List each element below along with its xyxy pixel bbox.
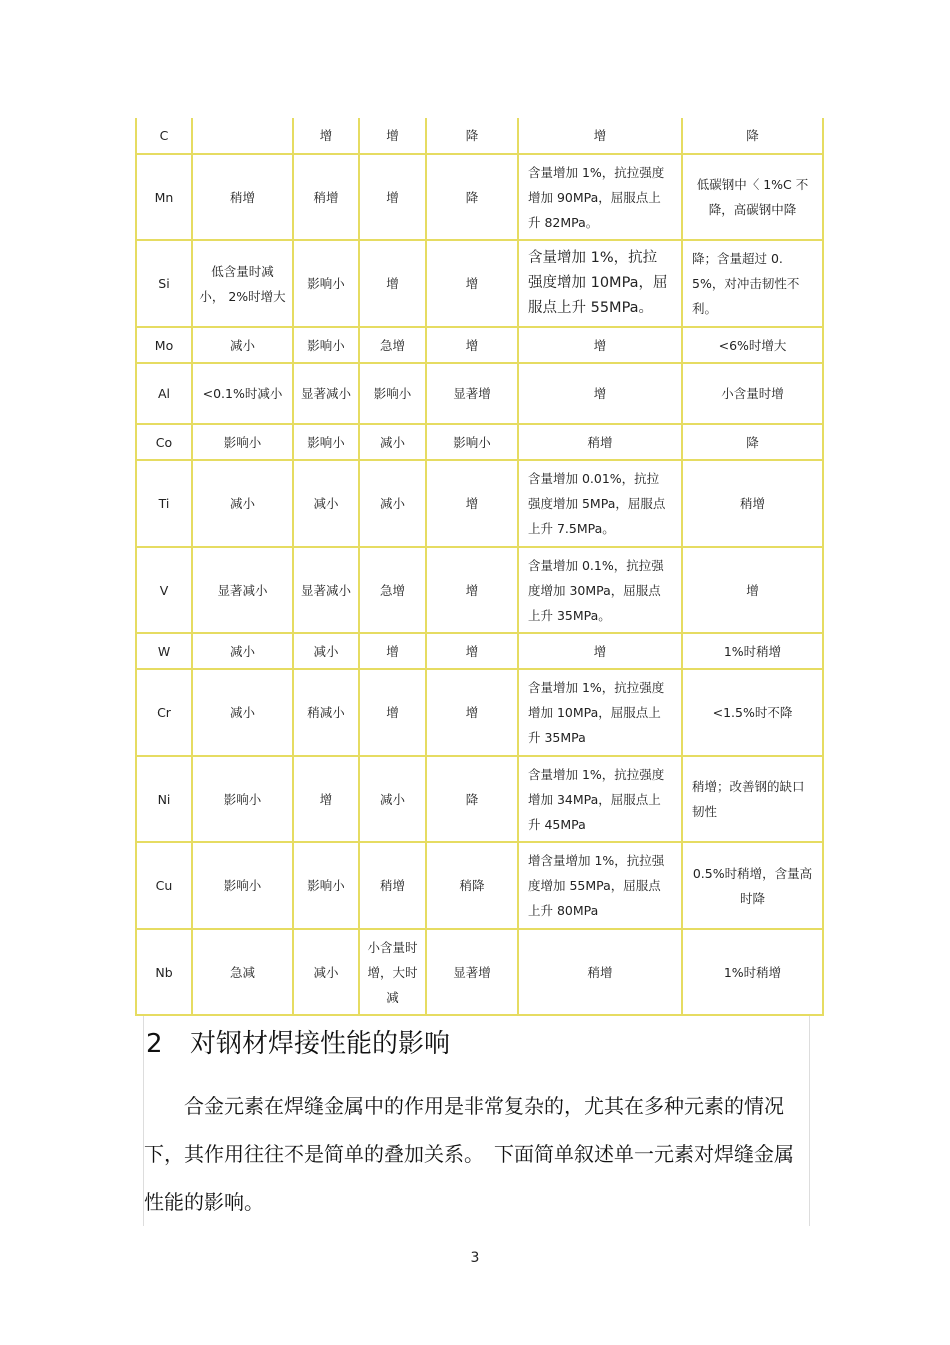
table-row xyxy=(135,757,824,843)
table-row xyxy=(135,634,824,670)
table-cell: 稍增；改善钢的缺口韧性 xyxy=(683,757,824,843)
table-cell: 0.5%时稍增，含量高时降 xyxy=(683,843,824,930)
element-cell: Ti xyxy=(135,461,193,548)
table-cell xyxy=(193,118,294,155)
alloy-effects-table-container xyxy=(135,118,824,1016)
table-cell: 含量增加 0.01%，抗拉强度增加 5MPa，屈服点上升 7.5MPa。 xyxy=(519,461,683,548)
table-cell: <1.5%时不降 xyxy=(683,670,824,757)
table-cell: 增 xyxy=(360,118,427,155)
table-cell: 显著增 xyxy=(427,930,519,1016)
table-row xyxy=(135,364,824,425)
table-cell: 影响小 xyxy=(193,843,294,930)
table-cell: 减小 xyxy=(360,757,427,843)
table-cell: 减小 xyxy=(360,425,427,461)
table-cell: 减小 xyxy=(193,670,294,757)
table-cell: 1%时稍增 xyxy=(683,634,824,670)
table-cell: 含量增加 1%，抗拉强度增加 10MPa，屈服点上升 55MPa。 xyxy=(519,241,683,328)
table-cell: <0.1%时减小 xyxy=(193,364,294,425)
table-cell: 急减 xyxy=(193,930,294,1016)
table-row xyxy=(135,930,824,1016)
table-row xyxy=(135,425,824,461)
table-row xyxy=(135,548,824,634)
table-cell: <6%时增大 xyxy=(683,328,824,364)
table-cell: 增 xyxy=(683,548,824,634)
table-cell: 低含量时减小， 2%时增大 xyxy=(193,241,294,328)
table-cell: 含量增加 1%，抗拉强度增加 10MPa，屈服点上升 35MPa xyxy=(519,670,683,757)
table-cell: 含量增加 0.1%，抗拉强度增加 30MPa，屈服点上升 35MPa。 xyxy=(519,548,683,634)
element-cell: Ni xyxy=(135,757,193,843)
section-heading xyxy=(146,1026,450,1062)
table-cell: 增 xyxy=(360,241,427,328)
section-welding-effects xyxy=(143,1016,810,1226)
table-cell: 影响小 xyxy=(360,364,427,425)
table-row xyxy=(135,461,824,548)
table-cell: 增 xyxy=(519,364,683,425)
table-cell: 增 xyxy=(519,118,683,155)
element-cell: W xyxy=(135,634,193,670)
table-cell: 低碳钢中〈 1%C 不降，高碳钢中降 xyxy=(683,155,824,241)
table-cell: 增含量增加 1%，抗拉强度增加 55MPa，屈服点上升 80MPa xyxy=(519,843,683,930)
table-cell: 减小 xyxy=(193,461,294,548)
table-cell: 含量增加 1%，抗拉强度增加 34MPa，屈服点上升 45MPa xyxy=(519,757,683,843)
table-cell: 增 xyxy=(427,461,519,548)
section-title: 对钢材焊接性能的影响 xyxy=(190,1029,451,1059)
table-cell: 减小 xyxy=(294,461,360,548)
table-cell: 减小 xyxy=(193,328,294,364)
element-cell: Mo xyxy=(135,328,193,364)
table-cell: 显著减小 xyxy=(294,548,360,634)
table-cell: 降 xyxy=(683,425,824,461)
table-cell: 减小 xyxy=(360,461,427,548)
element-cell: Cu xyxy=(135,843,193,930)
table-cell: 稍增 xyxy=(519,425,683,461)
element-cell: Mn xyxy=(135,155,193,241)
table-cell: 增 xyxy=(294,118,360,155)
table-cell: 稍降 xyxy=(427,843,519,930)
table-cell: 小含量时增，大时减 xyxy=(360,930,427,1016)
element-cell: Al xyxy=(135,364,193,425)
table-row xyxy=(135,241,824,328)
table-cell: 稍增 xyxy=(683,461,824,548)
table-row xyxy=(135,670,824,757)
table-cell: 影响小 xyxy=(193,757,294,843)
table-row xyxy=(135,118,824,155)
table-cell: 增 xyxy=(360,634,427,670)
element-cell: V xyxy=(135,548,193,634)
table-cell: 影响小 xyxy=(294,241,360,328)
table-cell: 减小 xyxy=(193,634,294,670)
table-cell: 显著增 xyxy=(427,364,519,425)
table-cell: 影响小 xyxy=(294,425,360,461)
table-cell: 降 xyxy=(427,155,519,241)
table-cell: 增 xyxy=(427,634,519,670)
table-cell: 减小 xyxy=(294,634,360,670)
table-cell: 增 xyxy=(294,757,360,843)
table-cell: 影响小 xyxy=(193,425,294,461)
section-paragraph: 合金元素在焊缝金属中的作用是非常复杂的，尤其在多种元素的情况下，其作用往往不是简单的叠加关系。 下面简单叙述单一元素对焊缝金属性能的影响。 xyxy=(144,1094,794,1214)
table-cell: 增 xyxy=(427,548,519,634)
table-row xyxy=(135,843,824,930)
table-cell: 影响小 xyxy=(427,425,519,461)
table-cell: 含量增加 1%，抗拉强度增加 90MPa，屈服点上升 82MPa。 xyxy=(519,155,683,241)
table-cell: 减小 xyxy=(294,930,360,1016)
element-cell: Nb xyxy=(135,930,193,1016)
table-cell: 增 xyxy=(427,328,519,364)
table-cell: 稍增 xyxy=(519,930,683,1016)
table-row xyxy=(135,155,824,241)
section-number: 2 xyxy=(146,1029,163,1059)
table-row xyxy=(135,328,824,364)
table-cell: 增 xyxy=(360,670,427,757)
table-cell: 降 xyxy=(683,118,824,155)
table-cell: 影响小 xyxy=(294,328,360,364)
element-cell: Si xyxy=(135,241,193,328)
element-cell: C xyxy=(135,118,193,155)
table-cell: 增 xyxy=(519,328,683,364)
table-cell: 降；含量超过 0.5%，对冲击韧性不利。 xyxy=(683,241,824,328)
table-cell: 稍增 xyxy=(360,843,427,930)
table-cell: 1%时稍增 xyxy=(683,930,824,1016)
table-cell: 稍增 xyxy=(193,155,294,241)
table-cell: 小含量时增 xyxy=(683,364,824,425)
table-cell: 增 xyxy=(360,155,427,241)
element-cell: Co xyxy=(135,425,193,461)
table-cell: 显著减小 xyxy=(294,364,360,425)
element-cell: Cr xyxy=(135,670,193,757)
table-cell: 急增 xyxy=(360,328,427,364)
table-cell: 增 xyxy=(519,634,683,670)
table-cell: 增 xyxy=(427,241,519,328)
table-cell: 稍减小 xyxy=(294,670,360,757)
table-cell: 急增 xyxy=(360,548,427,634)
table-cell: 降 xyxy=(427,757,519,843)
table-cell: 显著减小 xyxy=(193,548,294,634)
page-number: 3 xyxy=(470,1250,480,1266)
table-cell: 增 xyxy=(427,670,519,757)
table-cell: 影响小 xyxy=(294,843,360,930)
table-cell: 稍增 xyxy=(294,155,360,241)
table-cell: 降 xyxy=(427,118,519,155)
alloy-effects-table xyxy=(135,118,824,1016)
